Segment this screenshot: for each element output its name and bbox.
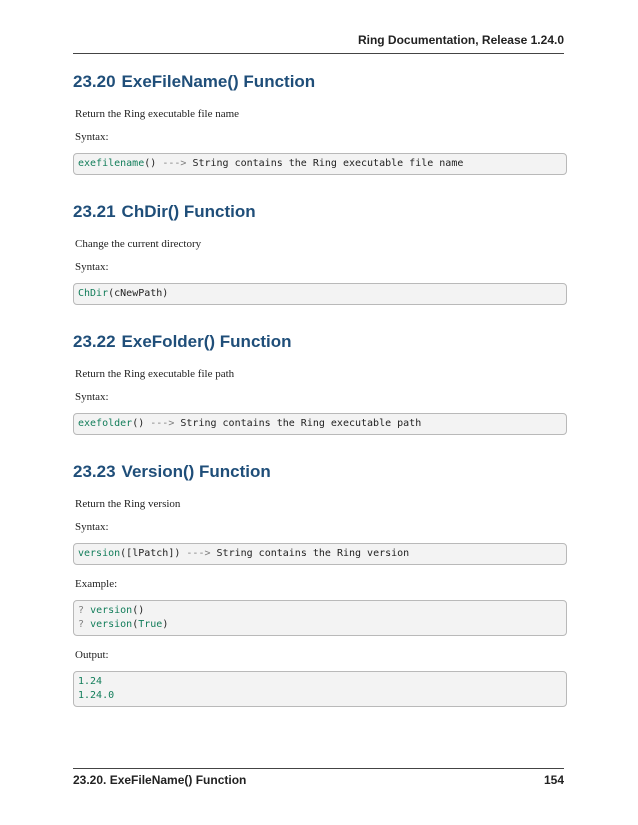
return-description: String contains the Ring executable file name — [192, 158, 464, 169]
output-label: Output: — [75, 649, 109, 661]
footer-section: 23.20. ExeFileName() Function — [73, 773, 247, 787]
syntax-label: Syntax: — [75, 261, 109, 273]
running-header: Ring Documentation, Release 1.24.0 — [73, 33, 564, 54]
arrow: ---> — [186, 548, 211, 559]
paren: ) — [138, 605, 145, 616]
arrow: ---> — [162, 158, 187, 169]
function-name: exefilename — [78, 158, 145, 169]
output-line: 1.24 — [78, 676, 103, 687]
argument: True — [138, 619, 163, 630]
prompt: ? — [78, 619, 85, 630]
function-name: exefolder — [78, 418, 133, 429]
section-description: Return the Ring executable file path — [75, 368, 235, 380]
section-heading — [73, 201, 567, 223]
page-content — [73, 71, 567, 719]
return-description: String contains the Ring executable path — [180, 418, 422, 429]
section-heading — [73, 331, 567, 353]
section-description: Change the current directory — [75, 238, 202, 250]
section-title: ExeFolder() Function — [121, 332, 292, 351]
section-number: 23.22 — [73, 332, 116, 351]
syntax-code-block — [73, 283, 567, 305]
paren: ) — [162, 619, 169, 630]
section-title: ExeFileName() Function — [121, 72, 316, 91]
paren: ( — [132, 619, 139, 630]
function-name: version — [90, 619, 133, 630]
syntax-code-block — [73, 543, 567, 565]
syntax-code-block — [73, 413, 567, 435]
running-footer — [73, 768, 564, 787]
syntax-label: Syntax: — [75, 391, 109, 403]
section-description: Return the Ring version — [75, 498, 181, 510]
syntax-label: Syntax: — [75, 131, 109, 143]
example-code-block — [73, 600, 567, 636]
function-args: () — [132, 418, 145, 429]
syntax-label: Syntax: — [75, 521, 109, 533]
function-name: version — [90, 605, 133, 616]
return-description: String contains the Ring version — [216, 548, 410, 559]
syntax-code-block — [73, 153, 567, 175]
section-title: ChDir() Function — [121, 202, 256, 221]
section-description: Return the Ring executable file name — [75, 108, 240, 120]
page-number: 154 — [543, 773, 564, 787]
function-args: ([lPatch]) — [120, 548, 181, 559]
function-name: ChDir — [78, 288, 109, 299]
function-args: (cNewPath) — [108, 288, 169, 299]
paren: ( — [132, 605, 139, 616]
section-heading — [73, 461, 567, 483]
example-label: Example: — [75, 578, 118, 590]
section-number: 23.20 — [73, 72, 116, 91]
output-line: 1.24.0 — [78, 690, 115, 701]
section-title: Version() Function — [121, 462, 271, 481]
output-code-block — [73, 671, 567, 707]
section-number: 23.21 — [73, 202, 116, 221]
function-name: version — [78, 548, 121, 559]
arrow: ---> — [150, 418, 175, 429]
prompt: ? — [78, 605, 85, 616]
section-number: 23.23 — [73, 462, 116, 481]
section-heading — [73, 71, 567, 93]
function-args: () — [144, 158, 157, 169]
